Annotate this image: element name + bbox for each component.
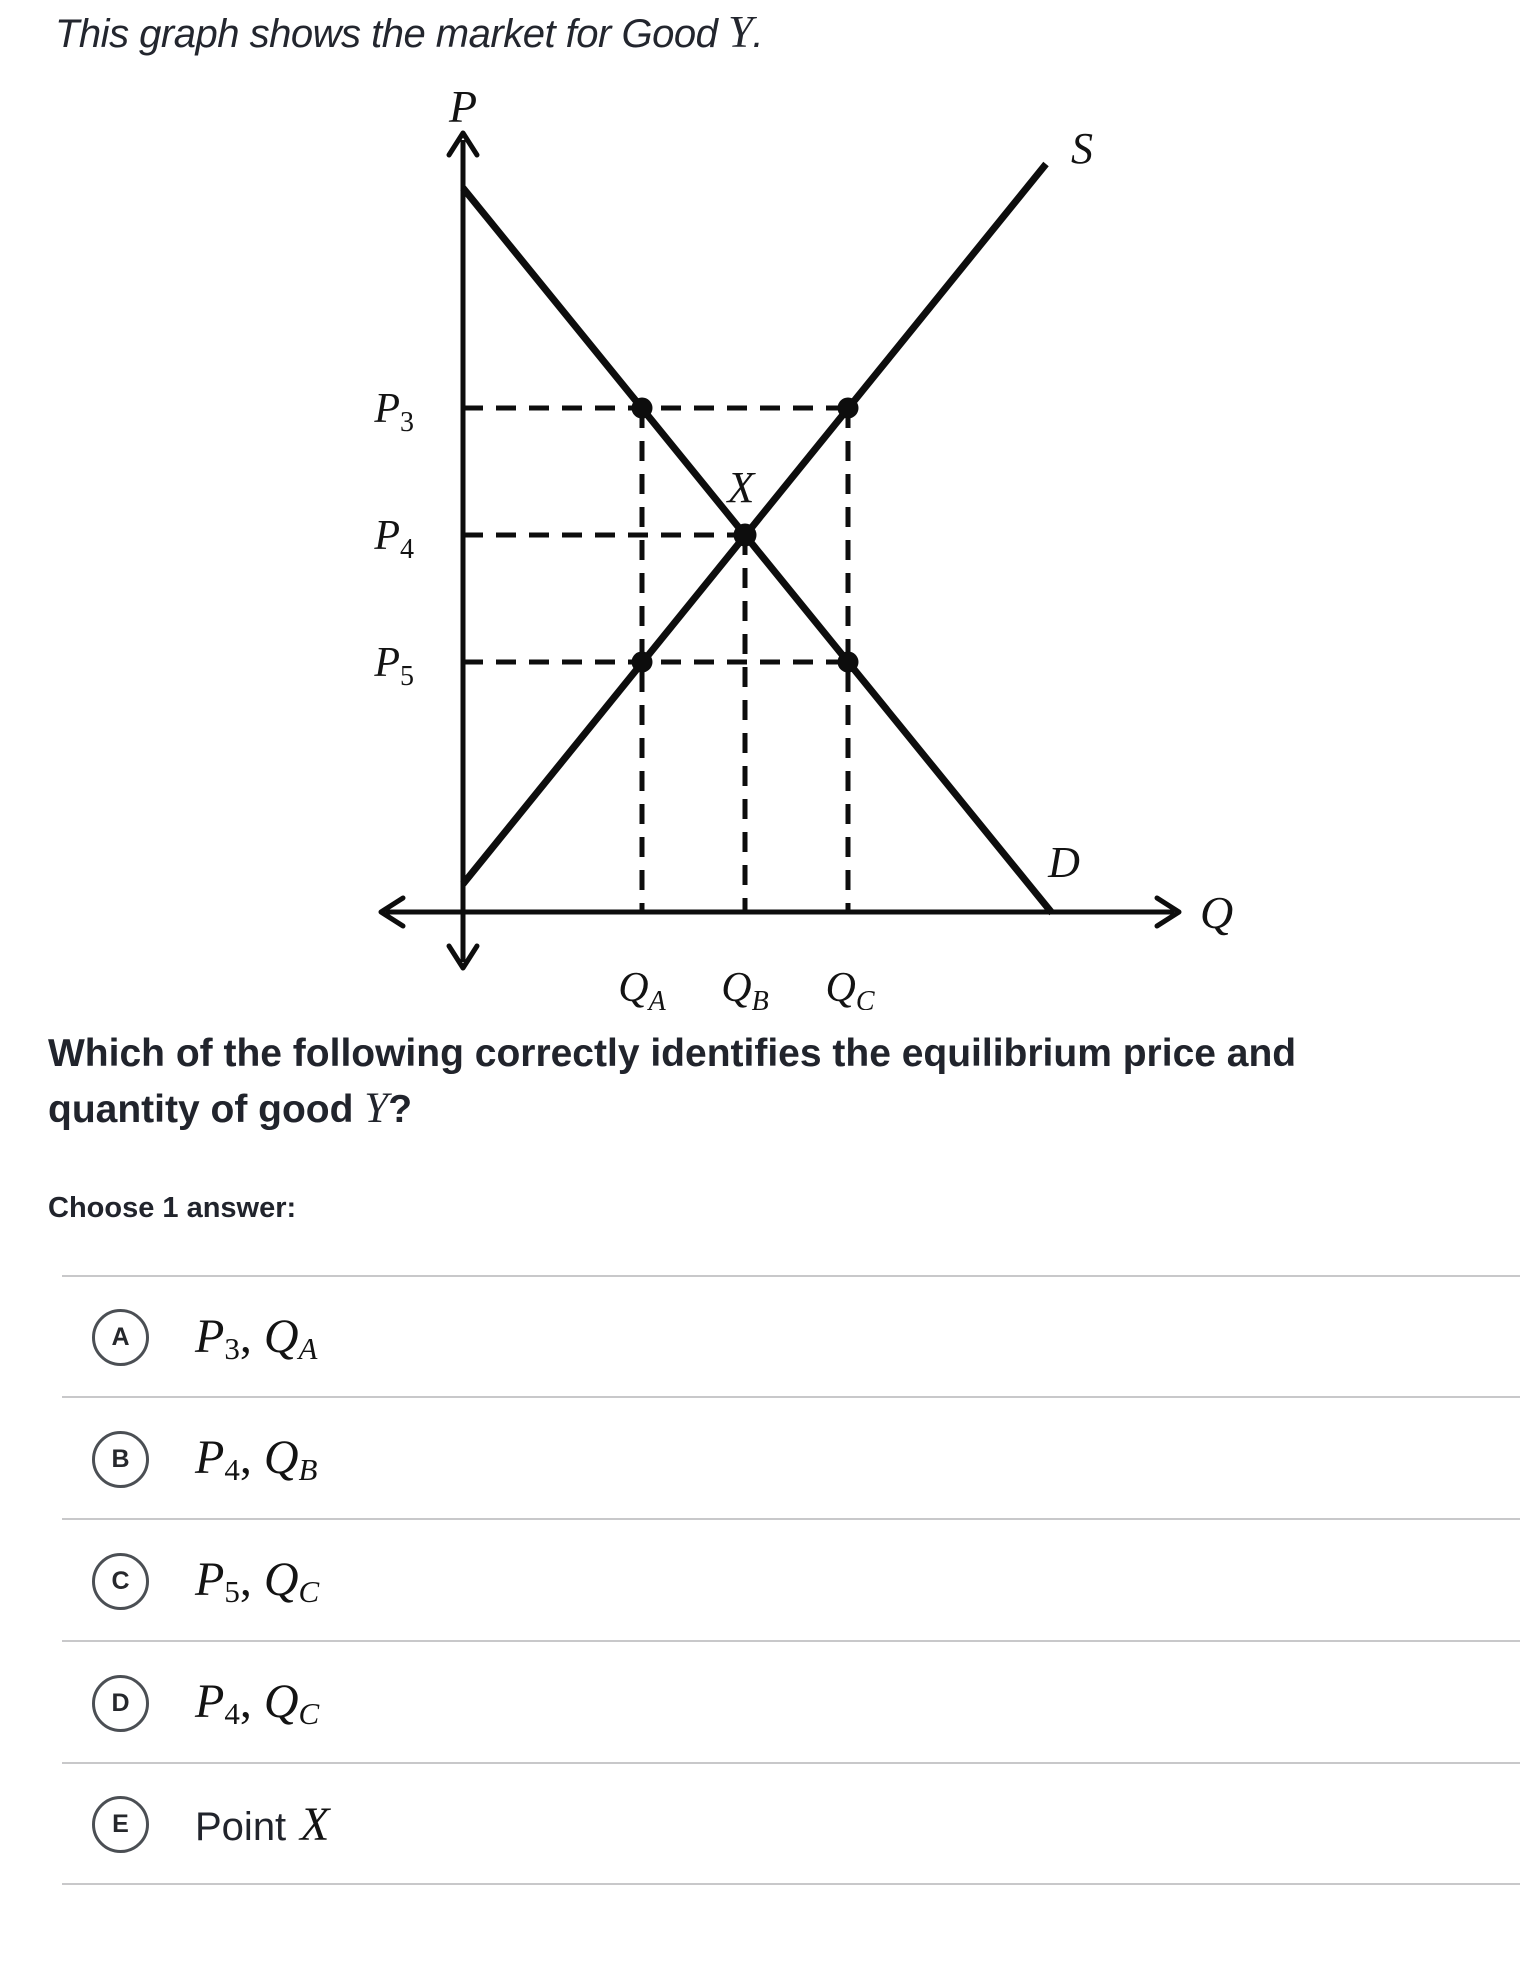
quantity-label-qb: $Q_B$ [721, 965, 769, 1010]
demand-curve-label: D [1048, 838, 1080, 887]
answer-label-e: Point X [195, 1798, 330, 1851]
demand-curve [463, 188, 1052, 913]
choose-answer-label: Choose 1 answer: [48, 1192, 297, 1224]
answer-option-b[interactable] [62, 1396, 1520, 1520]
radio-c[interactable]: C [92, 1553, 149, 1610]
radio-e[interactable]: E [92, 1796, 149, 1853]
radio-b[interactable]: B [92, 1431, 149, 1488]
equilibrium-point-label: X [727, 463, 755, 512]
point-p5-qa [632, 652, 653, 673]
price-label-p5: $P_5$ [374, 640, 414, 692]
point-p3-qc [838, 398, 859, 419]
answer-option-d[interactable] [62, 1640, 1520, 1764]
point-p3-qa [632, 398, 653, 419]
answer-label-a: P3, QA [195, 1309, 318, 1366]
answer-option-c[interactable] [62, 1518, 1520, 1642]
answer-label-b: P4, QB [195, 1431, 318, 1487]
price-label-p3: $P_3$ [374, 386, 414, 438]
radio-d[interactable]: D [92, 1675, 149, 1732]
radio-a[interactable]: A [92, 1309, 149, 1366]
question-line-1: Which of the following correctly identifies the equilibrium price and [48, 1032, 1297, 1075]
supply-curve [463, 164, 1046, 884]
quantity-label-qa: $Q_A$ [618, 965, 666, 1010]
point-equilibrium-x [734, 524, 757, 547]
q-axis-label: Q [1200, 887, 1234, 938]
bottom-divider [62, 1883, 1520, 1885]
price-label-p4: $P_4$ [374, 513, 414, 565]
page-title: This graph shows the market for Good Y. [55, 7, 764, 57]
supply-curve-label: S [1071, 124, 1093, 173]
answer-option-e[interactable] [62, 1762, 1520, 1885]
point-p5-qc [838, 652, 859, 673]
quantity-label-qc: $Q_C$ [825, 965, 875, 1010]
p-axis-label: P [448, 81, 478, 132]
question-text [48, 1026, 1508, 1137]
answer-label-d: P4, QC [195, 1675, 320, 1731]
question-line-2: quantity of good Y? [48, 1085, 413, 1132]
answer-label-c: P5, QC [195, 1553, 320, 1609]
answer-option-a[interactable] [62, 1275, 1520, 1398]
